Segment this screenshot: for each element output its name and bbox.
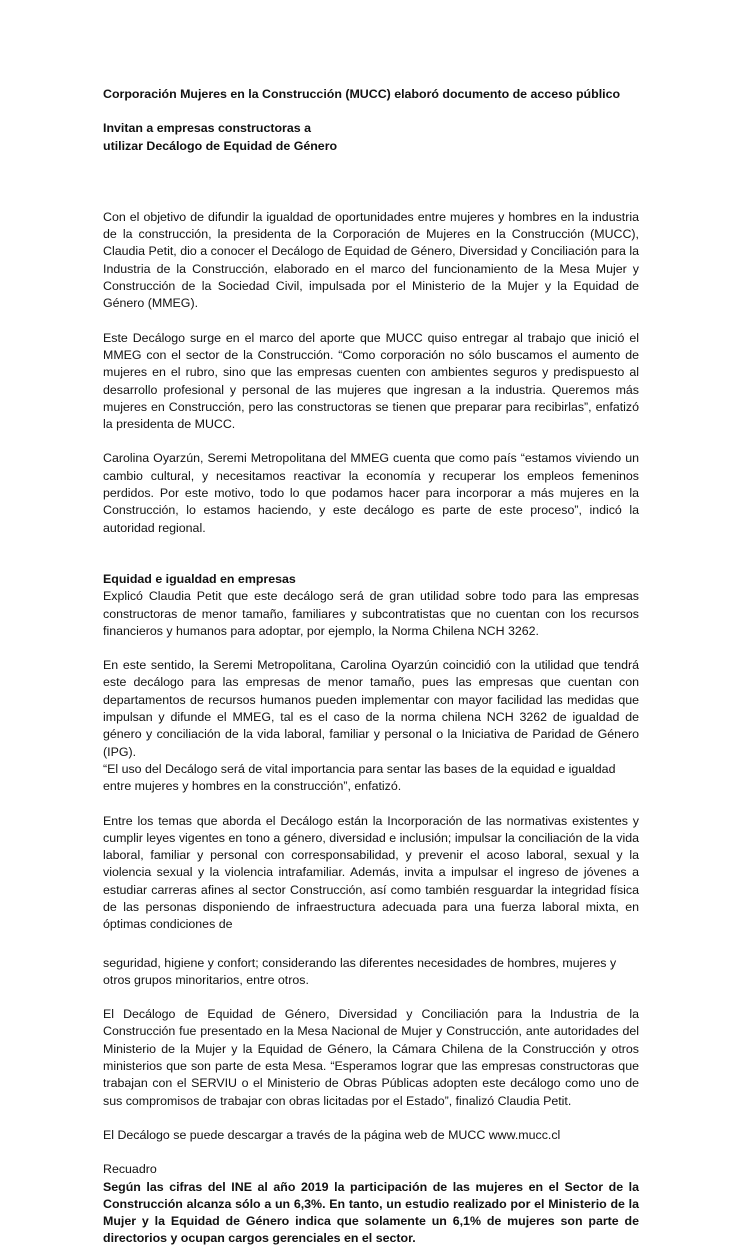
subtitle-line-2: utilizar Decálogo de Equidad de Género bbox=[103, 138, 338, 153]
paragraph-topics-continued: seguridad, higiene y confort; considerando las diferentes necesidades de hombres, mujeres y otros grupos minoritarios, entre otros. bbox=[103, 955, 617, 987]
paragraph-petit-explains: Explicó Claudia Petit que este decálogo será de gran utilidad sobre todo para las empresas constructoras de menor tamaño, familiares y subcontratistas que no cuentan con los recursos financieros y humanos para adoptar, por ejemplo, la Norma Chilena NCH 3262. bbox=[103, 589, 639, 638]
subtitle-line-1: Invitan a empresas constructoras a bbox=[103, 121, 311, 136]
paragraph-seremi-agrees: En este sentido, la Seremi Metropolitana, Carolina Oyarzún coincidió con la utilidad que tendrá este decálogo para las empresas de menor tamaño, pues las empresas que cuentan con departamentos de recursos humanos pueden implementar con mayor facilidad las medidas que impulsan y difunde el MMEG, tal es el caso de la norma chilena NCH 3262 de igualdad de género y conciliación de la vida laboral, familiar y personal o la Iniciativa de Paridad de Género (IPG). bbox=[103, 658, 639, 759]
box-text: Según las cifras del INE al año 2019 la participación de las mujeres en el Sector de la Construcción alcanza sólo a un 6,3%. En tanto, un estudio realizado por el Ministerio de la Mujer y la Equidad de Género indica que solamente un 6,1% de mujeres son parte de directorios y ocupan cargos gerenciales en el sector. bbox=[103, 1179, 639, 1246]
document-subtitle bbox=[103, 120, 639, 155]
paragraph-presentation: El Decálogo de Equidad de Género, Diversidad y Conciliación para la Industria de la Construcción fue presentado en la Mesa Nacional de Mujer y Construcción, ante autoridades del Ministerio de la Mujer y la Equidad de Género, la Cámara Chilena de la Construcción y otros ministerios que son parte de esta Mesa. “Esperamos lograr que las empresas constructoras que trabajan con el SERVIU o el Ministerio de Obras Públicas adopten este decálogo como uno de sus compromisos de trabajar con obras licitadas por el Estado”, finalizó Claudia Petit. bbox=[103, 1007, 639, 1108]
paragraph-intro: Con el objetivo de difundir la igualdad de oportunidades entre mujeres y hombres en la industria de la construcción, la presidenta de la Corporación de Mujeres en la Construcción (MUCC), Claudia Petit, dio a conocer el Decálogo de Equidad de Género, Diversidad y Conciliación para la Industria de la Construcción, elaborado en el marco del funcionamiento de la Mesa Mujer y Construcción de la Sociedad Civil, impulsada por el Ministerio de la Mujer y la Equidad de Género (MMEG). bbox=[103, 209, 639, 311]
document-title: Corporación Mujeres en la Construcción (MUCC) elaboró documento de acceso público bbox=[103, 87, 621, 101]
document-page bbox=[103, 86, 639, 1248]
paragraph-topics: Entre los temas que aborda el Decálogo están la Incorporación de las normativas existentes y cumplir leyes vigentes en tono a género, diversidad e inclusión; impulsar la conciliación de la vida laboral, familiar y personal con corresponsabilidad, y prevenir el acoso laboral, sexual y la violencia sexual y la violencia intrafamiliar. Además, invita a impulsar el ingreso de jóvenes a estudiar carreras afines al sector Construcción, así como también resguardar la integridad física de las personas disponiendo de infraestructura adecuada para una fuerza laboral mixta, en óptimas condiciones de bbox=[103, 813, 639, 932]
paragraph-decalogo-origin: Este Decálogo surge en el marco del aporte que MUCC quiso entregar al trabajo que inició el MMEG con el sector de la Construcción. “Como corporación no sólo buscamos el aumento de mujeres en el rubro, sino que las empresas cuenten con ambientes seguros y predispuesto al desarrollo profesional y personal de las mujeres que ingresan a la industria. Queremos más mujeres en Construcción, pero las constructoras se tienen que preparar para recibirlas”, enfatizó la presidenta de MUCC. bbox=[103, 330, 639, 432]
section-heading: Equidad e igualdad en empresas bbox=[103, 571, 296, 586]
box-label: Recuadro bbox=[103, 1162, 157, 1177]
paragraph-download: El Decálogo se puede descargar a través de la página web de MUCC www.mucc.cl bbox=[103, 1127, 561, 1142]
paragraph-seremi-closing-quote: “El uso del Decálogo será de vital importancia para sentar las bases de la equidad e igualdad entre mujeres y hombres en la construcción”, enfatizó. bbox=[103, 761, 616, 794]
paragraph-seremi-quote: Carolina Oyarzún, Seremi Metropolitana del MMEG cuenta que como país “estamos viviendo un cambio cultural, y necesitamos reactivar la economía y recuperar los empleos femeninos perdidos. Por este motivo, todo lo que podamos hacer para incorporar a más mujeres en la Construcción, lo estamos haciendo, y este decálogo es parte de este proceso”, indicó la autoridad regional. bbox=[103, 451, 639, 535]
